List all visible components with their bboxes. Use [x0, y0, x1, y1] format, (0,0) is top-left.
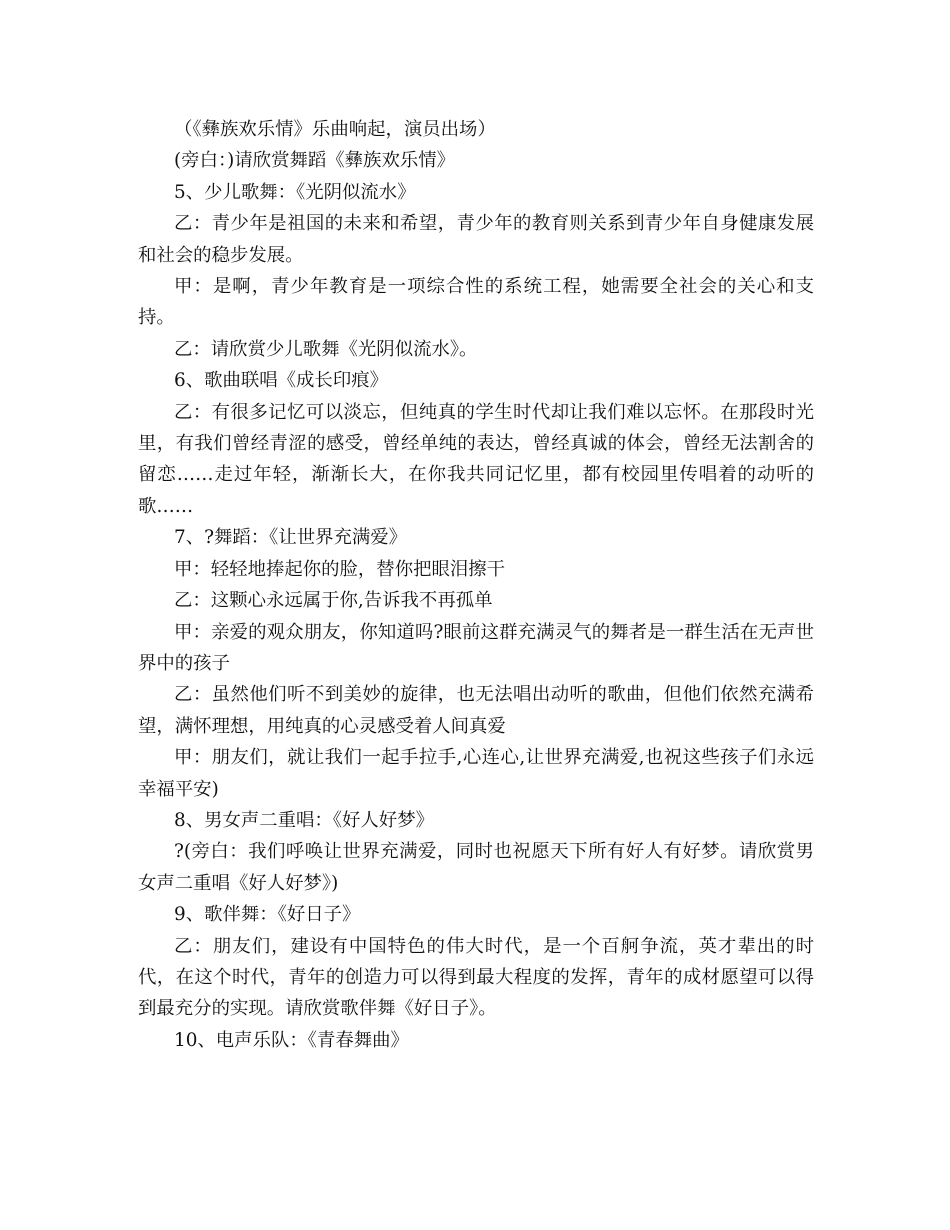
- paragraph-18: 乙：朋友们，建设有中国特色的伟大时代，是一个百舸争流，英才辈出的时代，在这个时代，青年的创造力可以得到最大程度的发挥，青年的成材愿望可以得到最充分的实现。请欣赏歌伴舞《好日子》。: [138, 935, 814, 1020]
- paragraph-11: 乙：这颗心永远属于你,告诉我不再孤单: [174, 590, 493, 612]
- paragraph-19: 10、电声乐队：《青春舞曲》: [174, 1029, 409, 1051]
- paragraph-2: (旁白：)请欣赏舞蹈《彝族欢乐情》: [174, 150, 456, 172]
- paragraph-9: 7、?舞蹈：《让世界充满爱》: [174, 527, 408, 549]
- paragraph-12: 甲：亲爱的观众朋友，你知道吗?眼前这群充满灵气的舞者是一群生活在无声世界中的孩子: [138, 621, 814, 674]
- paragraph-4: 乙：青少年是祖国的未来和希望，青少年的教育则关系到青少年自身健康发展和社会的稳步发展。: [138, 213, 814, 266]
- paragraph-1: （《彝族欢乐情》乐曲响起，演员出场）: [174, 119, 496, 140]
- paragraph-3: 5、少儿歌舞：《光阴似流水》: [174, 181, 416, 203]
- paragraph-8: 乙：有很多记忆可以淡忘，但纯真的学生时代却让我们难以忘怀。在那段时光里，有我们曾经青涩的感受，曾经单纯的表达，曾经真诚的体会，曾经无法割舍的留恋……走过年轻，渐渐长大，在你我共同记忆里，都有校园里传唱着的动听的歌……: [138, 401, 814, 517]
- paragraph-15: 8、男女声二重唱：《好人好梦》: [174, 809, 434, 831]
- paragraph-16: ?(旁白：我们呼唤让世界充满爱，同时也祝愿天下所有好人有好梦。请欣赏男女声二重唱《好人好梦》): [138, 841, 814, 894]
- paragraph-13: 乙：虽然他们听不到美妙的旋律，也无法唱出动听的歌曲，但他们依然充满希望，满怀理想，用纯真的心灵感受着人间真爱: [138, 684, 814, 737]
- paragraph-6: 乙：请欣赏少儿歌舞《光阴似流水》。: [174, 338, 478, 360]
- paragraph-7: 6、歌曲联唱《成长印痕》: [174, 370, 388, 392]
- paragraph-10: 甲：轻轻地捧起你的脸，替你把眼泪擦干: [174, 558, 506, 580]
- paragraph-14: 甲：朋友们，就让我们一起手拉手,心连心,让世界充满爱,也祝这些孩子们永远幸福平安): [138, 747, 814, 800]
- paragraph-17: 9、歌伴舞：《好日子》: [174, 904, 361, 926]
- paragraph-5: 甲：是啊，青少年教育是一项综合性的系统工程，她需要全社会的关心和支持。: [138, 276, 814, 329]
- document-body: [138, 114, 814, 1056]
